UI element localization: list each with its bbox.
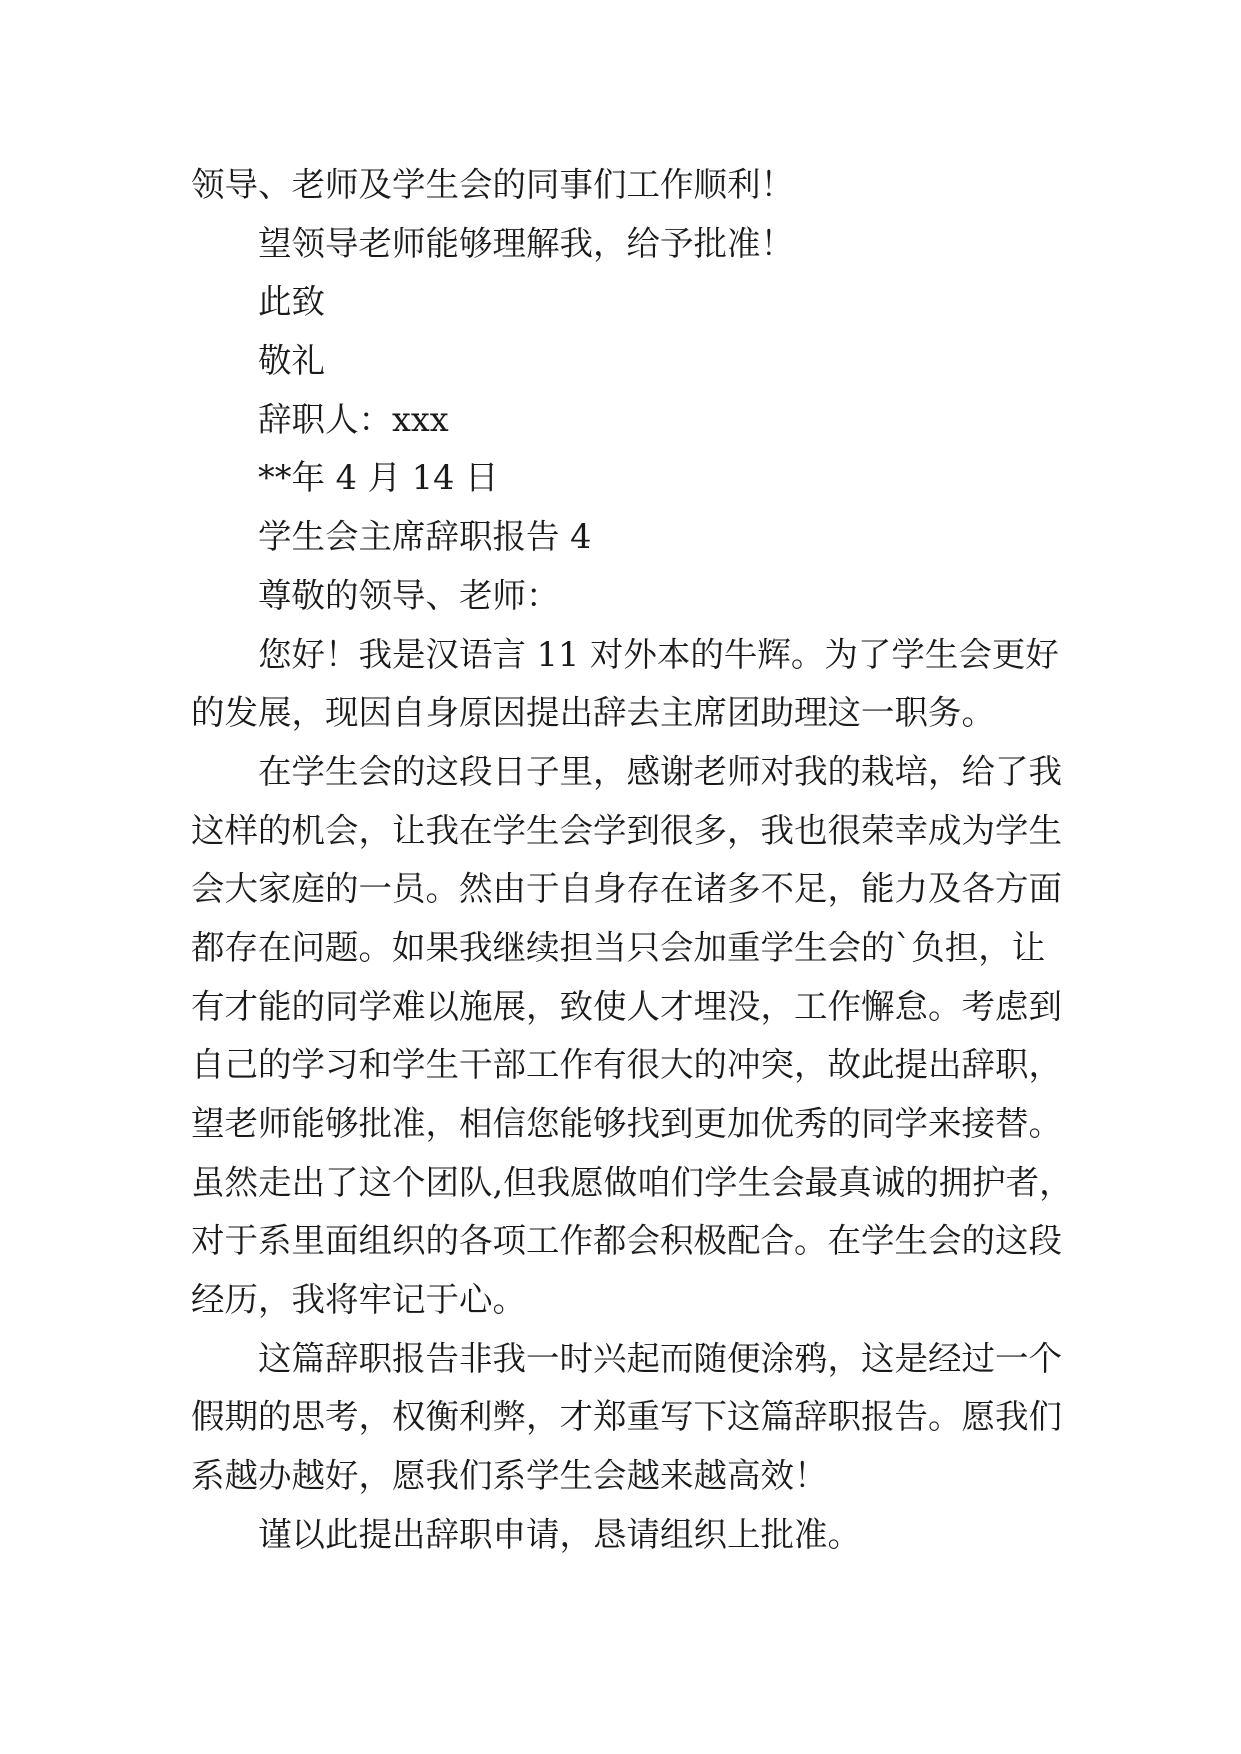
reflection-paragraph <box>191 1330 1091 1506</box>
final-request-paragraph <box>191 1506 1091 1565</box>
text-line: 您好！我是汉语言 11 对外本的牛辉。为了学生会更好 <box>258 634 1059 674</box>
text-line: 这样的机会，让我在学生会学到很多，我也很荣幸成为学生 <box>191 810 1062 850</box>
closing-salutation-line-2 <box>191 332 1091 391</box>
text-line: 敬礼 <box>258 341 325 381</box>
text-line: 望领导老师能够理解我，给予批准！ <box>258 223 794 263</box>
signature-line <box>191 391 1091 450</box>
approval-request-paragraph <box>191 215 1091 274</box>
text-line: 虽然走出了这个团队,但我愿做咱们学生会最真诚的拥护者， <box>191 1162 1073 1202</box>
text-line: 望老师能够批准，相信您能够找到更加优秀的同学来接替。 <box>191 1104 1062 1143</box>
text-line: 谨以此提出辞职申请，恳请组织上批准。 <box>258 1514 861 1554</box>
text-line: 这篇辞职报告非我一时兴起而随便涂鸦，这是经过一个 <box>258 1338 1062 1378</box>
text-line: 假期的思考，权衡利弊，才郑重写下这篇辞职报告。愿我们 <box>191 1397 1062 1437</box>
text-line: 在学生会的这段日子里，感谢老师对我的栽培，给了我 <box>258 751 1062 791</box>
greeting-paragraph <box>191 626 1091 743</box>
text-line: 都存在问题。如果我继续担当只会加重学生会的`负担，让 <box>191 927 1046 967</box>
body-paragraph <box>191 743 1091 1330</box>
date-line <box>191 449 1091 508</box>
document-body <box>191 156 1091 1565</box>
text-line: 对于系里面组织的各项工作都会积极配合。在学生会的这段 <box>191 1221 1062 1261</box>
text-line: 领导、老师及学生会的同事们工作顺利！ <box>191 165 794 204</box>
closing-wishes-paragraph <box>191 156 1091 215</box>
text-line: 经历，我将牢记于心。 <box>191 1280 526 1320</box>
closing-salutation-line-1 <box>191 273 1091 332</box>
salutation <box>191 567 1091 626</box>
text-line: **年 4 月 14 日 <box>258 458 499 498</box>
section-title <box>191 508 1091 567</box>
text-line: 自己的学习和学生干部工作有很大的冲突，故此提出辞职， <box>191 1045 1062 1085</box>
text-line: 学生会主席辞职报告 4 <box>258 517 592 557</box>
text-line: 会大家庭的一员。然由于自身存在诸多不足，能力及各方面 <box>191 869 1062 909</box>
text-line: 的发展，现因自身原因提出辞去主席团助理这一职务。 <box>191 693 995 733</box>
text-line: 有才能的同学难以施展，致使人才埋没，工作懈怠。考虑到 <box>191 986 1062 1026</box>
text-line: 系越办越好，愿我们系学生会越来越高效！ <box>191 1456 828 1496</box>
text-line: 辞职人：xxx <box>258 399 449 439</box>
text-line: 此致 <box>258 282 325 322</box>
text-line: 尊敬的领导、老师： <box>258 575 560 615</box>
